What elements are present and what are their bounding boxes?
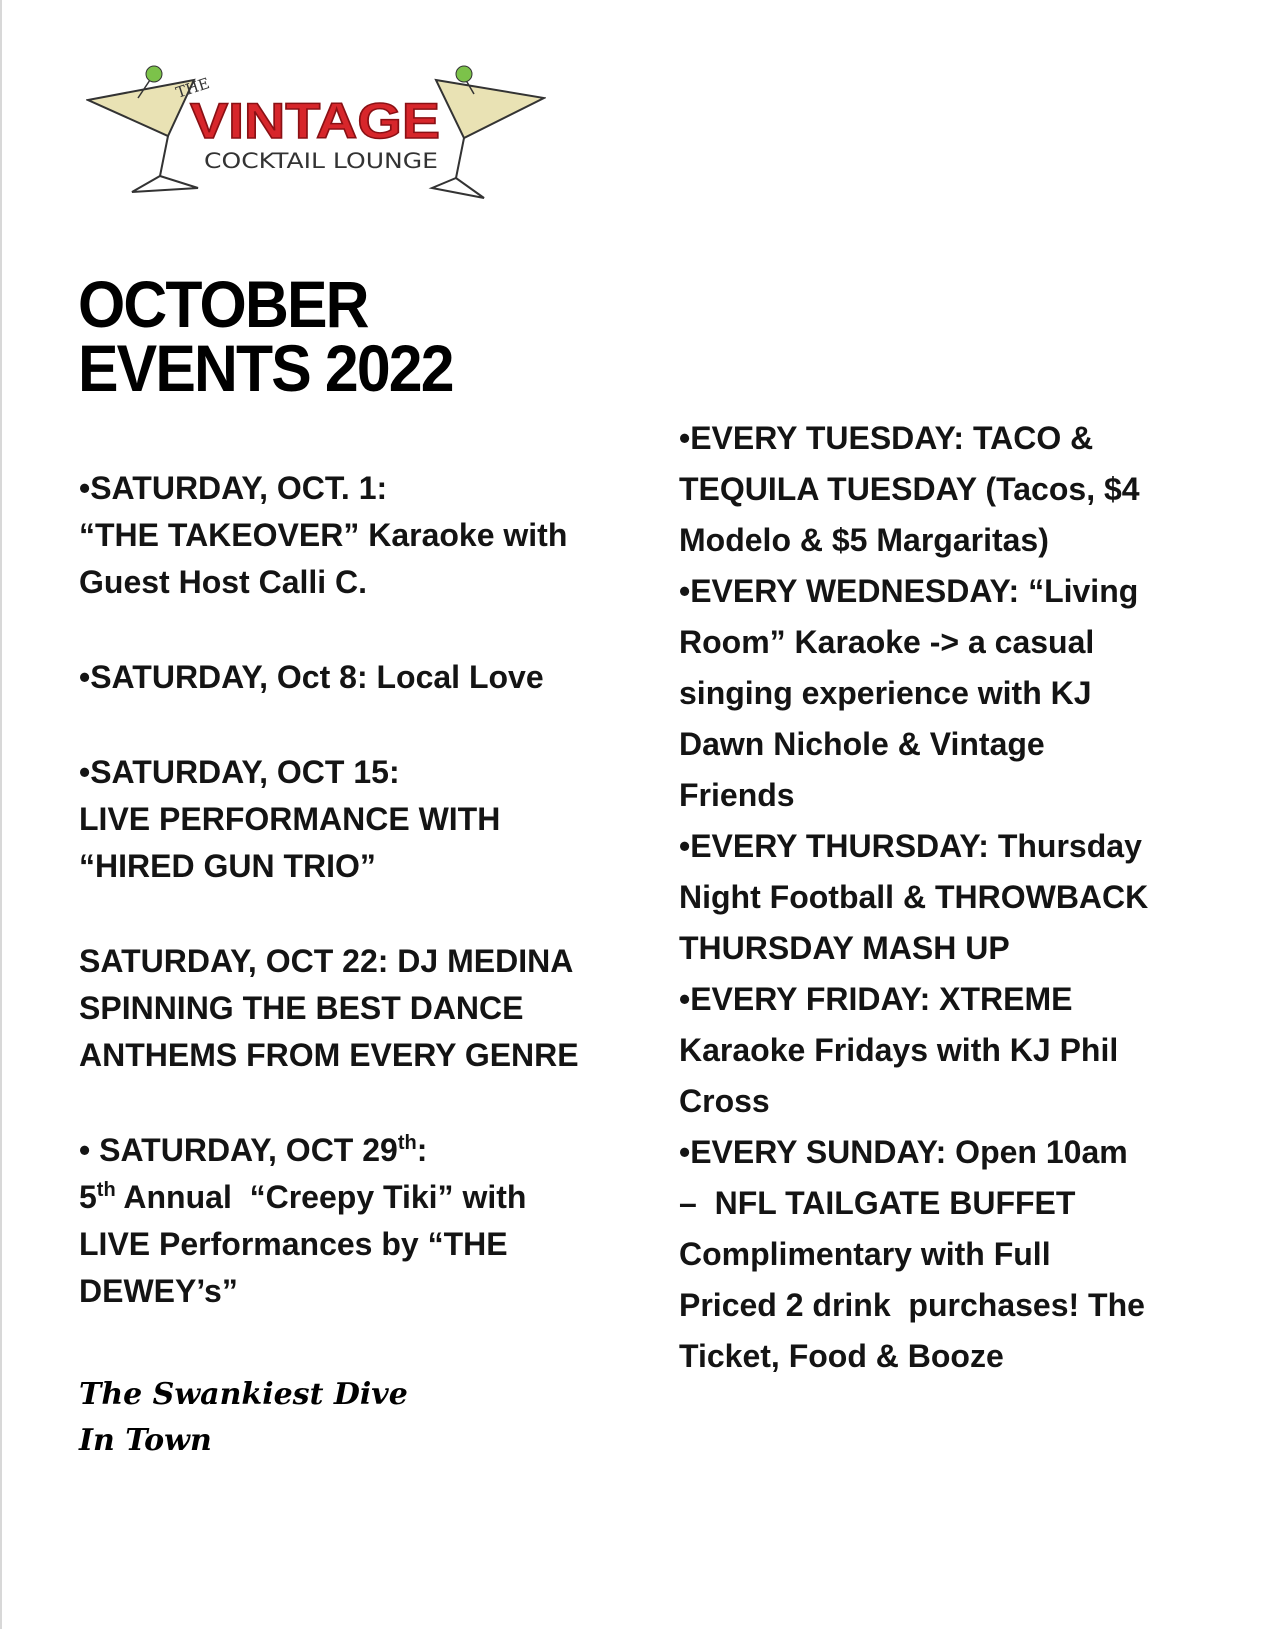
event-line: •EVERY WEDNESDAY: “Living xyxy=(679,573,1139,609)
event-line: •SATURDAY, OCT. 1: xyxy=(79,470,388,506)
event-line xyxy=(79,1174,639,1221)
logo-the-text: THE xyxy=(173,74,212,102)
event-every-sunday xyxy=(679,1127,1239,1382)
tagline-line-2: In Town xyxy=(79,1423,212,1458)
martini-glass-right-icon xyxy=(432,66,544,198)
event-line: Priced 2 drink purchases! The xyxy=(679,1287,1145,1323)
event-line: ANTHEMS FROM EVERY GENRE xyxy=(79,1037,579,1073)
event-line: •SATURDAY, Oct 8: Local Love xyxy=(79,659,544,695)
event-line: “HIRED GUN TRIO” xyxy=(79,848,376,884)
logo-subtitle-text: COCKTAIL LOUNGE xyxy=(204,149,438,173)
vintage-lounge-logo xyxy=(86,58,546,208)
event-line: Ticket, Food & Booze xyxy=(679,1338,1004,1374)
event-line: DEWEY’s” xyxy=(79,1273,238,1309)
event-line: SPINNING THE BEST DANCE xyxy=(79,990,524,1026)
event-line: Cross xyxy=(679,1083,770,1119)
annual-number: 5 xyxy=(79,1179,97,1215)
event-every-wednesday xyxy=(679,566,1239,821)
event-oct-22 xyxy=(79,938,639,1079)
event-line: Dawn Nichole & Vintage xyxy=(679,726,1045,762)
oct29-date: • SATURDAY, OCT 29 xyxy=(79,1132,398,1168)
event-line: Complimentary with Full xyxy=(679,1236,1051,1272)
oct29-colon: : xyxy=(416,1132,428,1168)
event-line: Room” Karaoke -> a casual xyxy=(679,624,1095,660)
event-line: •EVERY FRIDAY: XTREME xyxy=(679,981,1073,1017)
event-line xyxy=(79,1127,639,1174)
event-oct-8 xyxy=(79,654,639,701)
event-line: •EVERY SUNDAY: Open 10am xyxy=(679,1134,1128,1170)
event-line: SATURDAY, OCT 22: DJ MEDINA xyxy=(79,943,574,979)
annual-text: Annual “Creepy Tiki” with xyxy=(115,1179,527,1215)
event-line: singing experience with KJ xyxy=(679,675,1092,711)
event-oct-1 xyxy=(79,465,639,606)
ordinal-suffix: th xyxy=(397,1132,417,1154)
ordinal-suffix: th xyxy=(96,1179,116,1201)
event-line: Guest Host Calli C. xyxy=(79,564,368,600)
event-every-friday xyxy=(679,974,1239,1127)
event-line: Night Football & THROWBACK xyxy=(679,879,1149,915)
event-line: TEQUILA TUESDAY (Tacos, $4 xyxy=(679,471,1140,507)
event-line: •SATURDAY, OCT 15: xyxy=(79,754,400,790)
event-line: – NFL TAILGATE BUFFET xyxy=(679,1185,1076,1221)
title-line-1: OCTOBER xyxy=(78,267,368,341)
event-line: Friends xyxy=(679,777,795,813)
event-line: •EVERY THURSDAY: Thursday xyxy=(679,828,1142,864)
logo-name-text: VINTAGE xyxy=(190,93,440,149)
event-line: “THE TAKEOVER” Karaoke with xyxy=(79,517,568,553)
event-oct-29 xyxy=(79,1127,639,1315)
event-every-tuesday xyxy=(679,413,1239,566)
event-line: •EVERY TUESDAY: TACO & xyxy=(679,420,1094,456)
page-title xyxy=(78,267,453,405)
event-line: Modelo & $5 Margaritas) xyxy=(679,522,1049,558)
saturday-events-list xyxy=(79,465,639,1363)
event-line: LIVE PERFORMANCE WITH xyxy=(79,801,501,837)
event-line: THURSDAY MASH UP xyxy=(679,930,1010,966)
event-oct-15 xyxy=(79,749,639,890)
event-line: LIVE Performances by “THE xyxy=(79,1226,508,1262)
title-line-2: EVENTS 2022 xyxy=(78,331,453,405)
weekly-events-list xyxy=(679,413,1239,1382)
tagline xyxy=(79,1372,408,1464)
tagline-line-1: The Swankiest Dive xyxy=(79,1377,408,1412)
event-line: Karaoke Fridays with KJ Phil xyxy=(679,1032,1119,1068)
event-every-thursday xyxy=(679,821,1239,974)
